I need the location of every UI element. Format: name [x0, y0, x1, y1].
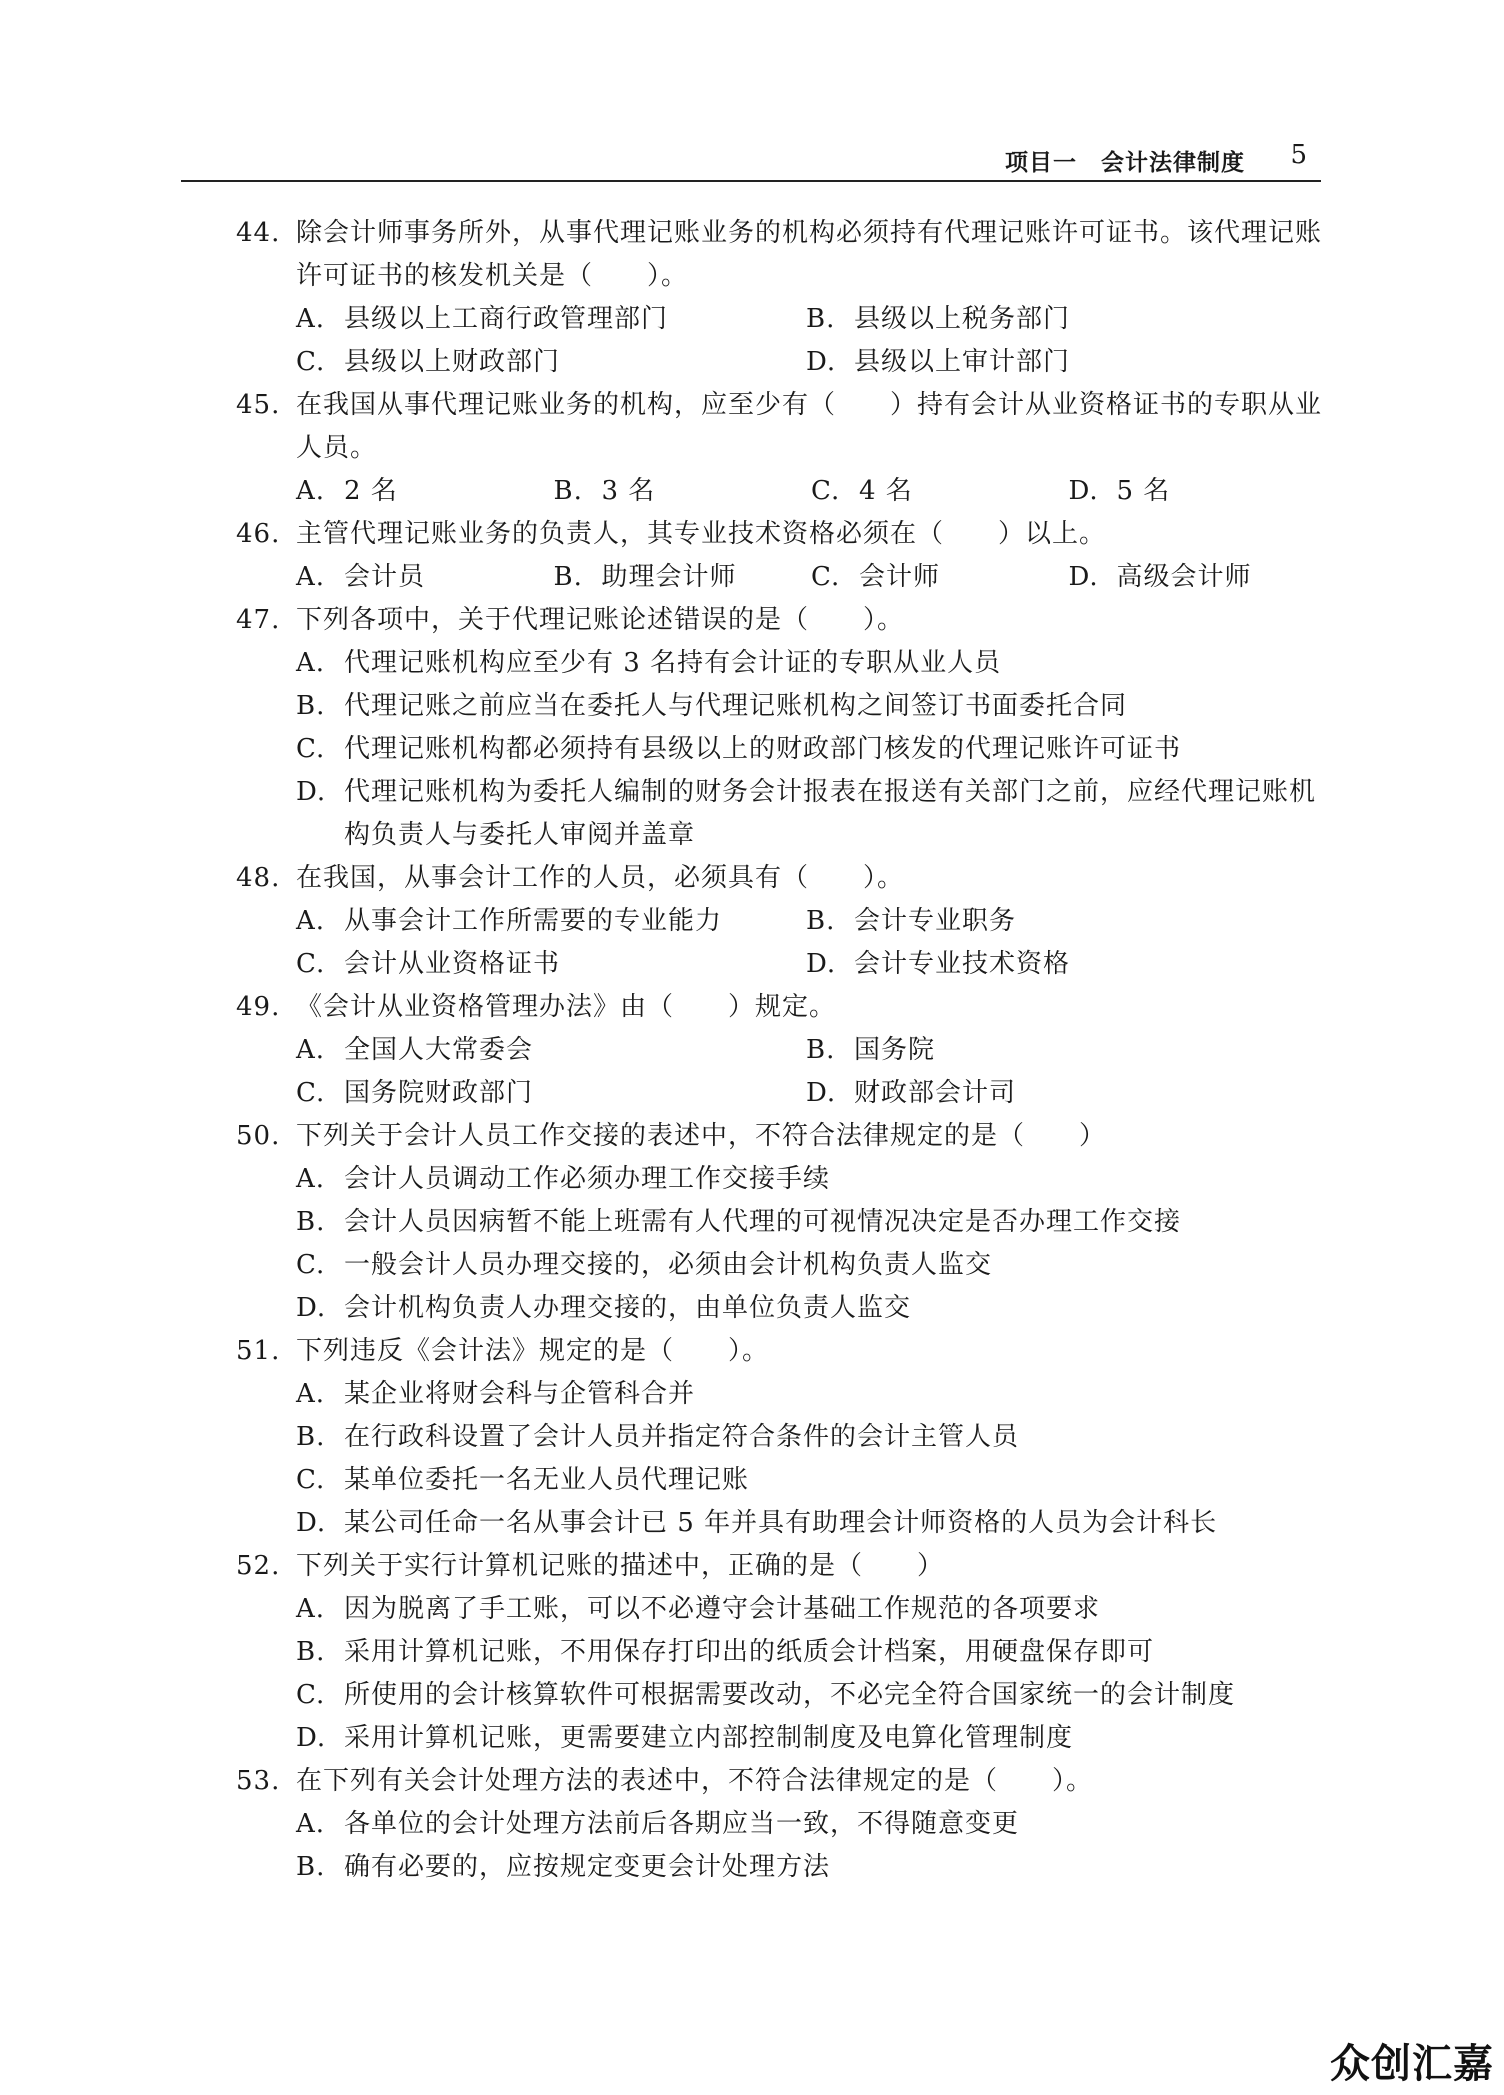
option-b: B. 会计人员因病暂不能上班需有人代理的可视情况决定是否办理工作交接	[296, 1207, 1182, 1237]
option-c: C. 代理记账机构都必须持有县级以上的财政部门核发的代理记账许可证书	[296, 734, 1182, 764]
option-d: D. 会计机构负责人办理交接的，由单位负责人监交	[296, 1293, 912, 1323]
option-c: C. 会计从业资格证书	[296, 949, 561, 979]
option-a: A. 全国人大常委会	[296, 1035, 534, 1065]
question-53	[236, 1760, 1326, 1889]
option-d: D. 某公司任命一名从事会计已 5 年并具有助理会计师资格的人员为会计科长	[296, 1508, 1218, 1538]
option-c: C. 4 名	[811, 476, 913, 506]
question-48	[236, 857, 1326, 986]
question-stem: 在我国从事代理记账业务的机构，应至少有（ ）持有会计从业资格证书的专职从业人员。	[296, 390, 1323, 463]
option-a: A. 各单位的会计处理方法前后各期应当一致，不得随意变更	[296, 1809, 1020, 1839]
question-46	[236, 513, 1326, 599]
option-a: A. 某企业将财会科与企管科合并	[296, 1379, 696, 1409]
question-number: 45.	[236, 390, 281, 420]
question-44	[236, 212, 1326, 384]
question-52	[236, 1545, 1326, 1760]
option-c: C. 县级以上财政部门	[296, 347, 561, 377]
question-number: 46.	[236, 519, 281, 549]
option-c: C. 某单位委托一名无业人员代理记账	[296, 1465, 750, 1495]
question-stem: 主管代理记账业务的负责人，其专业技术资格必须在（ ）以上。	[296, 519, 1107, 549]
question-number: 48.	[236, 863, 281, 893]
option-d: D. 财政部会计司	[806, 1078, 1017, 1108]
question-stem: 下列违反《会计法》规定的是（ ）。	[296, 1336, 770, 1366]
question-number: 51.	[236, 1336, 281, 1366]
question-number: 47.	[236, 605, 281, 635]
question-stem: 除会计师事务所外，从事代理记账业务的机构必须持有代理记账许可证书。该代理记账许可证书的核发机关是（ ）。	[296, 218, 1323, 291]
option-b: B. 在行政科设置了会计人员并指定符合条件的会计主管人员	[296, 1422, 1020, 1452]
option-c: C. 会计师	[811, 562, 941, 592]
option-d: D. 高级会计师	[1068, 562, 1252, 592]
watermark-logo: 众创汇嘉	[1330, 2041, 1494, 2087]
option-a: A. 代理记账机构应至少有 3 名持有会计证的专职从业人员	[296, 648, 1002, 678]
running-header	[181, 140, 1321, 182]
option-d: D. 会计专业技术资格	[806, 949, 1071, 979]
option-b: B. 会计专业职务	[806, 906, 1017, 936]
question-stem: 在我国，从事会计工作的人员，必须具有（ ）。	[296, 863, 905, 893]
option-d: D. 采用计算机记账，更需要建立内部控制制度及电算化管理制度	[296, 1723, 1074, 1753]
page-number: 5	[1290, 140, 1307, 170]
question-list	[236, 212, 1326, 1889]
option-b: B. 县级以上税务部门	[806, 304, 1071, 334]
option-b: B. 3 名	[553, 476, 656, 506]
option-d: D. 5 名	[1068, 476, 1171, 506]
option-a: A. 因为脱离了手工账，可以不必遵守会计基础工作规范的各项要求	[296, 1594, 1101, 1624]
question-50	[236, 1115, 1326, 1330]
question-stem: 下列各项中，关于代理记账论述错误的是（ ）。	[296, 605, 905, 635]
question-stem: 下列关于实行计算机记账的描述中，正确的是（ ）	[296, 1551, 945, 1581]
option-b: B. 确有必要的，应按规定变更会计处理方法	[296, 1852, 831, 1882]
chapter-title: 项目一 会计法律制度	[1005, 150, 1245, 176]
option-a: A. 会计人员调动工作必须办理工作交接手续	[296, 1164, 831, 1194]
question-51	[236, 1330, 1326, 1545]
question-stem: 《会计从业资格管理办法》由（ ）规定。	[296, 992, 837, 1022]
option-a: A. 2 名	[296, 476, 398, 506]
option-d: D. 代理记账机构为委托人编制的财务会计报表在报送有关部门之前，应经代理记账机构负责人与委托人审阅并盖章	[296, 777, 1317, 850]
question-number: 50.	[236, 1121, 281, 1151]
question-49	[236, 986, 1326, 1115]
question-47	[236, 599, 1326, 857]
question-stem: 下列关于会计人员工作交接的表述中，不符合法律规定的是（ ）	[296, 1121, 1107, 1151]
option-b: B. 助理会计师	[553, 562, 737, 592]
option-a: A. 从事会计工作所需要的专业能力	[296, 906, 723, 936]
question-number: 44.	[236, 218, 281, 248]
question-stem: 在下列有关会计处理方法的表述中，不符合法律规定的是（ ）。	[296, 1766, 1094, 1796]
option-a: A. 会计员	[296, 562, 426, 592]
option-d: D. 县级以上审计部门	[806, 347, 1071, 377]
option-b: B. 国务院	[806, 1035, 936, 1065]
question-number: 53.	[236, 1766, 281, 1796]
option-c: C. 一般会计人员办理交接的，必须由会计机构负责人监交	[296, 1250, 993, 1280]
option-b: B. 采用计算机记账，不用保存打印出的纸质会计档案，用硬盘保存即可	[296, 1637, 1155, 1667]
option-b: B. 代理记账之前应当在委托人与代理记账机构之间签订书面委托合同	[296, 691, 1128, 721]
option-c: C. 所使用的会计核算软件可根据需要改动，不必完全符合国家统一的会计制度	[296, 1680, 1236, 1710]
option-a: A. 县级以上工商行政管理部门	[296, 304, 669, 334]
question-number: 52.	[236, 1551, 281, 1581]
question-45	[236, 384, 1326, 513]
question-number: 49.	[236, 992, 281, 1022]
option-c: C. 国务院财政部门	[296, 1078, 534, 1108]
